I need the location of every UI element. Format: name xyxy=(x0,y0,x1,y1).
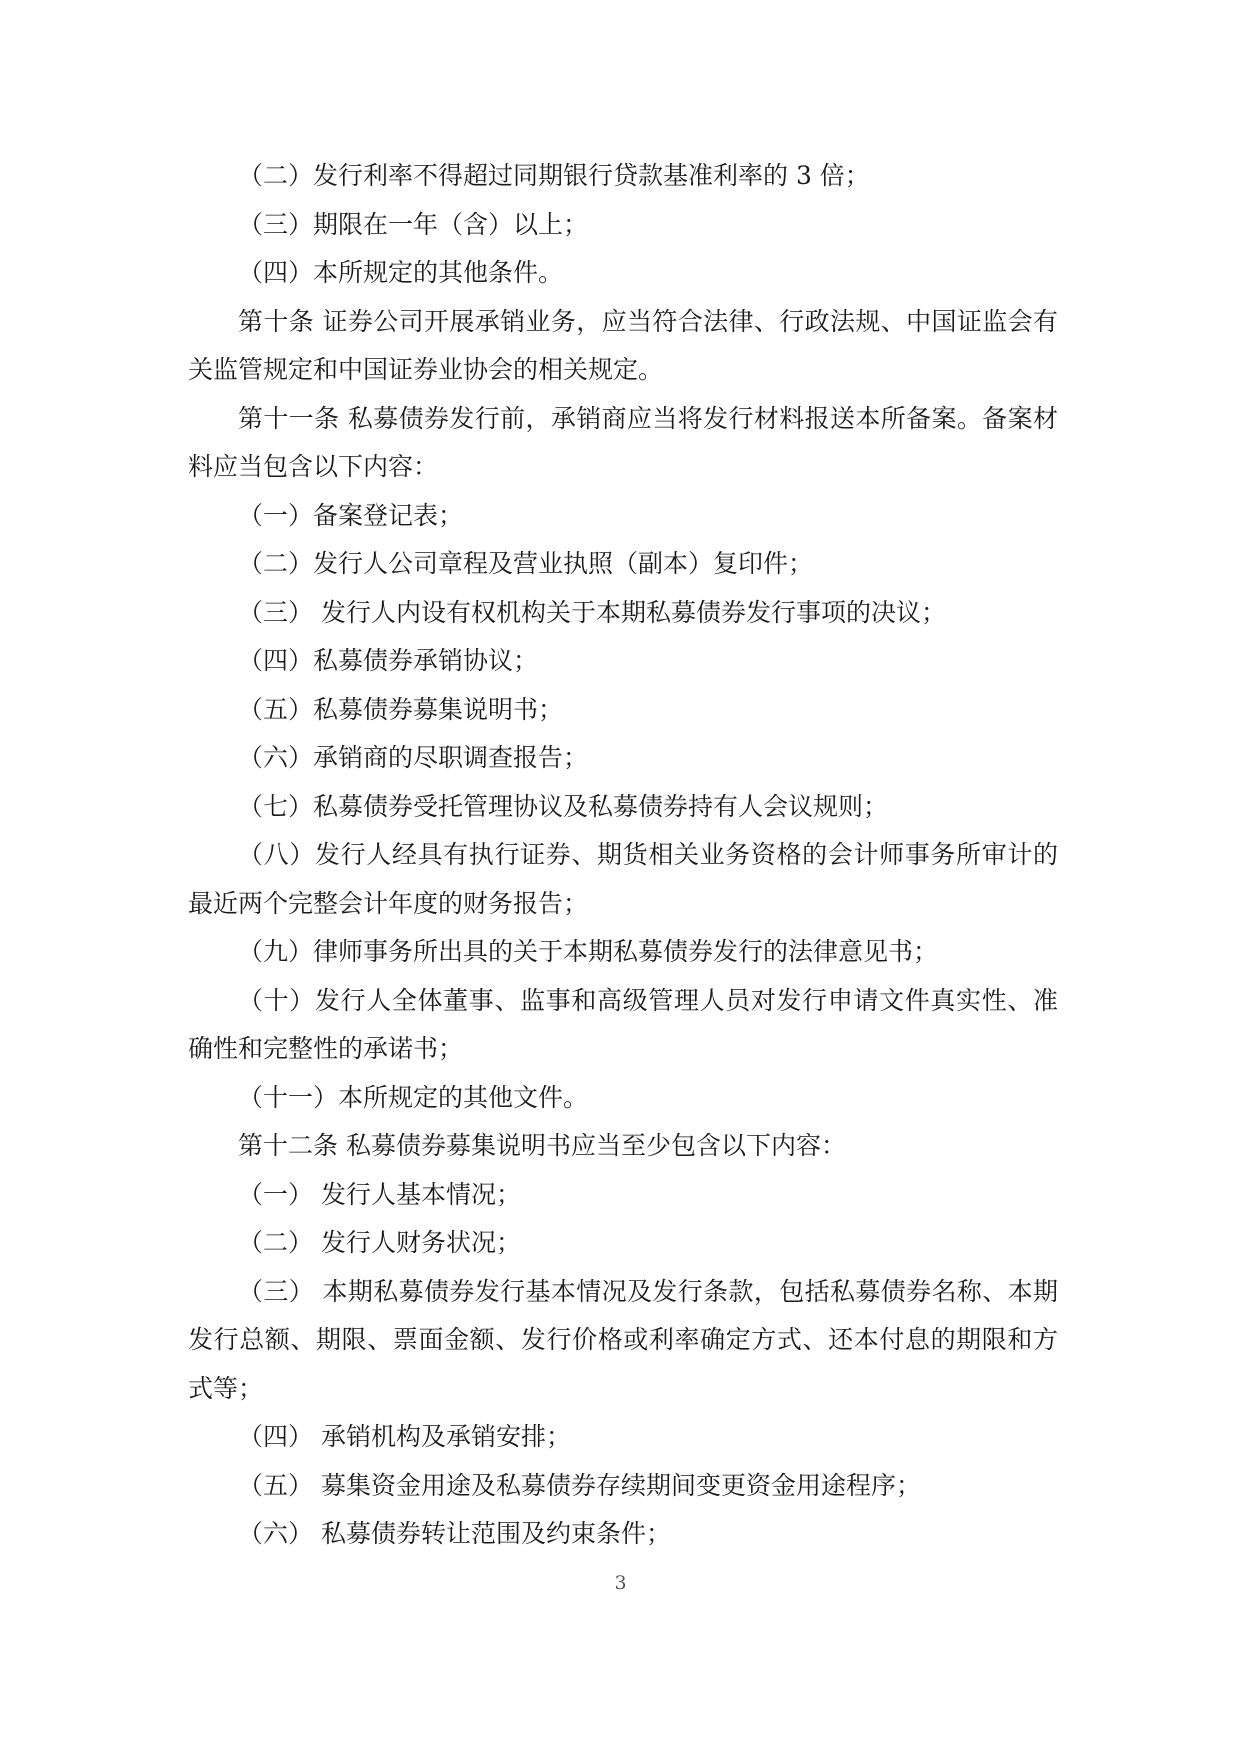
document-body xyxy=(188,152,1058,1559)
list-item: （六）承销商的尽职调查报告； xyxy=(238,743,589,772)
paragraph: （四）本所规定的其他条件。 xyxy=(238,258,564,287)
list-item: （四）私募债券承销协议； xyxy=(238,646,539,675)
list-item: （九）律师事务所出具的关于本期私募债券发行的法律意见书； xyxy=(238,937,939,966)
list-item: （一） 发行人基本情况； xyxy=(238,1179,521,1209)
paragraph: （二）发行利率不得超过同期银行贷款基准利率的 3 倍； xyxy=(238,161,870,190)
list-item: （五）私募债券募集说明书； xyxy=(238,694,564,724)
list-item: （十一）本所规定的其他文件。 xyxy=(238,1082,589,1112)
list-item: （三） 本期私募债券发行基本情况及发行条款，包括私募债券名称、本期发行总额、期限、票面金额、发行价格或利率确定方式、还本付息的期限和方式等； xyxy=(188,1276,1058,1403)
list-item: （六） 私募债券转让范围及约束条件； xyxy=(238,1519,671,1548)
list-item: （五） 募集资金用途及私募债券存续期间变更资金用途程序； xyxy=(238,1470,921,1500)
article-paragraph: 第十条 证券公司开展承销业务，应当符合法律、行政法规、中国证监会有关监管规定和中国证券业协会的相关规定。 xyxy=(188,306,1058,384)
list-item: （一）备案登记表； xyxy=(238,500,464,530)
article-paragraph: 第十一条 私募债券发行前，承销商应当将发行材料报送本所备案。备案材料应当包含以下内容： xyxy=(188,403,1058,481)
article-paragraph: 第十二条 私募债券募集说明书应当至少包含以下内容： xyxy=(238,1131,846,1160)
list-item: （四） 承销机构及承销安排； xyxy=(238,1422,571,1451)
page-number: 3 xyxy=(614,1572,627,1594)
list-item: （二） 发行人财务状况； xyxy=(238,1228,521,1257)
list-item: （十）发行人全体董事、监事和高级管理人员对发行申请文件真实性、准确性和完整性的承诺书； xyxy=(188,985,1058,1063)
list-item: （七）私募债券受托管理协议及私募债券持有人会议规则； xyxy=(238,791,889,821)
list-item: （二）发行人公司章程及营业执照（副本）复印件； xyxy=(238,549,814,578)
list-item: （八）发行人经具有执行证券、期货相关业务资格的会计师事务所审计的最近两个完整会计年度的财务报告； xyxy=(188,840,1058,918)
list-item: （三） 发行人内设有权机构关于本期私募债券发行事项的决议； xyxy=(238,597,946,627)
paragraph: （三）期限在一年（含）以上； xyxy=(238,209,589,239)
